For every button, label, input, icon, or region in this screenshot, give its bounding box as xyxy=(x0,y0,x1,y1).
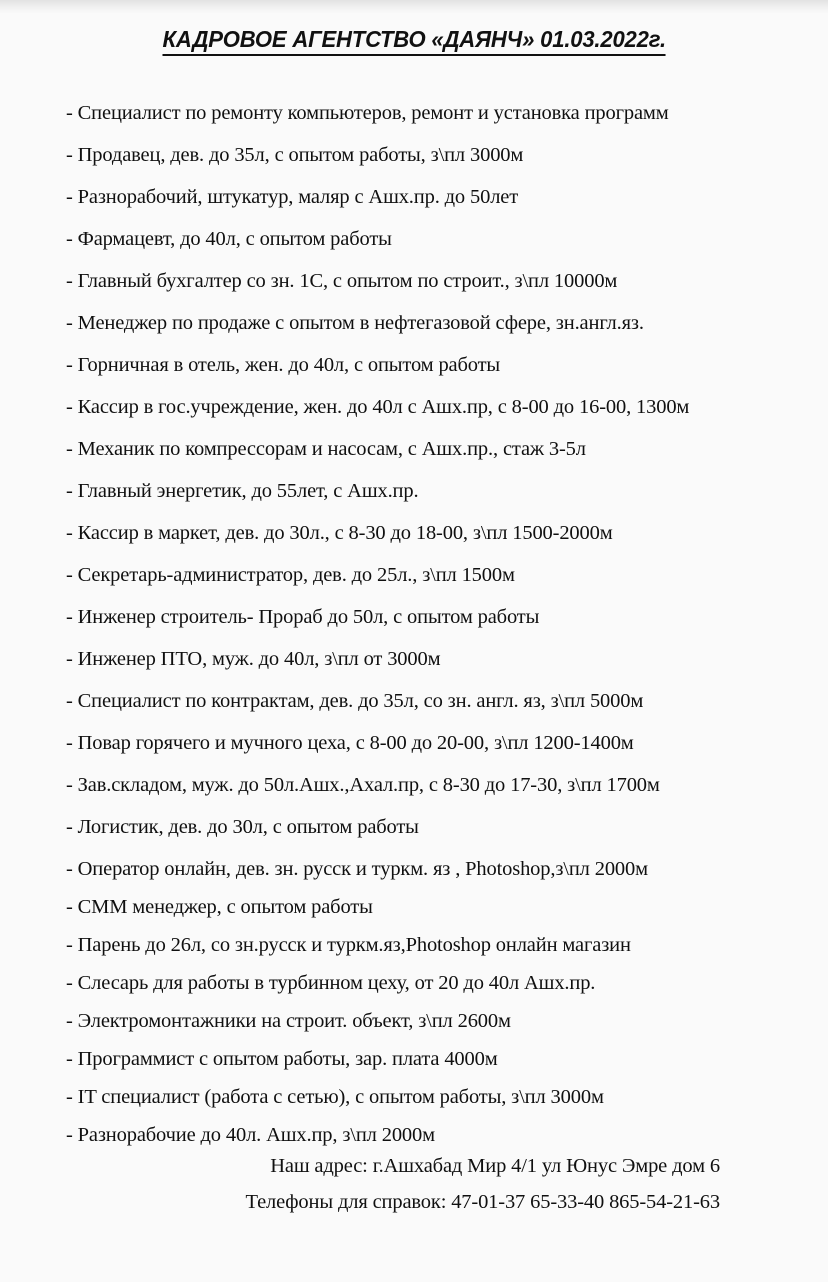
list-item: - Секретарь-администратор, дев. до 25л., з\пл 1500м xyxy=(66,564,515,586)
list-item: - Разнорабочий, штукатур, маляр с Ашх.пр. до 50лет xyxy=(66,186,519,208)
list-item: - Специалист по ремонту компьютеров, ремонт и установка программ xyxy=(66,102,669,124)
vacancy-list-lower xyxy=(66,888,766,1154)
phones-line: Телефоны для справок: 47-01-37 65-33-40 865-54-21-63 xyxy=(245,1191,720,1213)
list-item: - Инженер строитель- Прораб до 50л, с опытом работы xyxy=(66,606,540,628)
list-item: - IT специалист (работа с сетью), с опытом работы, з\пл 3000м xyxy=(66,1086,604,1108)
page-top-shading xyxy=(0,0,828,14)
list-item: - Продавец, дев. до 35л, с опытом работы, з\пл 3000м xyxy=(66,144,524,166)
list-item: - Главный энергетик, до 55лет, с Ашх.пр. xyxy=(66,480,419,502)
list-item: - Специалист по контрактам, дев. до 35л, со зн. англ. яз, з\пл 5000м xyxy=(66,690,644,712)
list-item: - Повар горячего и мучного цеха, с 8-00 до 20-00, з\пл 1200-1400м xyxy=(66,732,634,754)
vacancy-list-upper xyxy=(66,92,766,890)
list-item: - СММ менеджер, с опытом работы xyxy=(66,896,373,918)
page-title-text: КАДРОВОЕ АГЕНТСТВО «ДАЯНЧ» 01.03.2022г. xyxy=(162,26,665,56)
list-item: - Фармацевт, до 40л, с опытом работы xyxy=(66,228,392,250)
address-line: Наш адрес: г.Ашхабад Мир 4/1 ул Юнус Эмре дом 6 xyxy=(270,1155,720,1177)
list-item: - Кассир в маркет, дев. до 30л., с 8-30 до 18-00, з\пл 1500-2000м xyxy=(66,522,613,544)
list-item: - Инженер ПТО, муж. до 40л, з\пл от 3000м xyxy=(66,648,441,670)
list-item: - Электромонтажники на строит. объект, з\пл 2600м xyxy=(66,1010,511,1032)
list-item: - Главный бухгалтер со зн. 1С, с опытом по строит., з\пл 10000м xyxy=(66,270,618,292)
list-item: - Зав.складом, муж. до 50л.Ашх.,Ахал.пр, с 8-30 до 17-30, з\пл 1700м xyxy=(66,774,660,796)
list-item: - Кассир в гос.учреждение, жен. до 40л с Ашх.пр, с 8-00 до 16-00, 1300м xyxy=(66,396,690,418)
list-item: - Программист с опытом работы, зар. плата 4000м xyxy=(66,1048,498,1070)
list-item: - Парень до 26л, со зн.русск и туркм.яз,Photoshop онлайн магазин xyxy=(66,934,631,956)
page-title xyxy=(0,26,828,56)
list-item: - Логистик, дев. до 30л, с опытом работы xyxy=(66,816,419,838)
list-item: - Слесарь для работы в турбинном цеху, от 20 до 40л Ашх.пр. xyxy=(66,972,596,994)
contact-footer xyxy=(0,1148,828,1220)
list-item: - Механик по компрессорам и насосам, с Ашх.пр., стаж 3-5л xyxy=(66,438,586,460)
list-item: - Горничная в отель, жен. до 40л, с опытом работы xyxy=(66,354,501,376)
list-item: - Менеджер по продаже с опытом в нефтегазовой сфере, зн.англ.яз. xyxy=(66,312,644,334)
list-item: - Оператор онлайн, дев. зн. русск и туркм. яз , Photoshop,з\пл 2000м xyxy=(66,858,648,880)
list-item: - Разнорабочие до 40л. Ашх.пр, з\пл 2000м xyxy=(66,1124,435,1146)
